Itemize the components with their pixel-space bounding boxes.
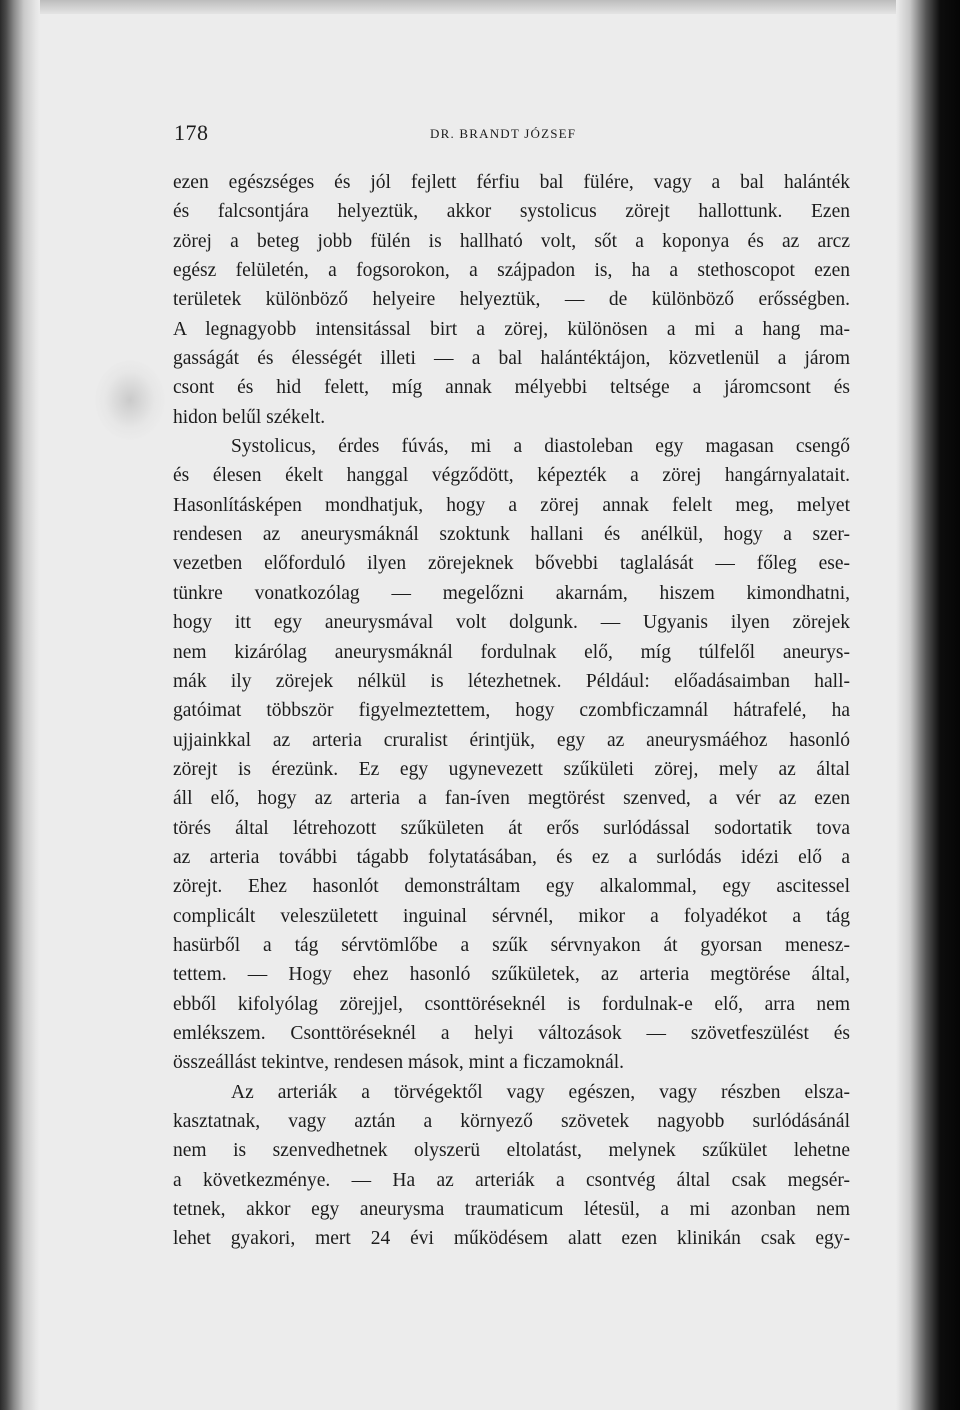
text-line: Az arteriák a törvégektől vagy egészen, vagy részben elsza- [231,1081,850,1103]
text-line: vezetben előforduló ilyen zörejeknek bővebbi taglalását — főleg ese- [173,553,850,575]
text-line: emlékszem. Csonttöréseknél a helyi változások — szövetfeszülést és [173,1022,850,1044]
text-line: zörejt is érezünk. Ez egy ugynevezett szűkületi zörej, mely az által [173,758,850,780]
text-line: hasürből a tág sérvtömlőbe a szűk sérvnyakon át gyorsan menesz- [173,934,850,956]
text-line: zörejt. Ehez hasonlót demonstráltam egy alkalommal, egy ascitessel [173,876,850,898]
text-line: a következménye. — Ha az arteriák a csontvég által csak megsér- [173,1169,850,1191]
text-line: ezen egészséges és jól fejlett férfiu bal fülére, vagy a bal halánték [173,172,850,193]
text-line: lehet gyakori, mert 24 évi működésem alatt ezen klinikán csak egy- [173,1228,850,1250]
text-line: nem is szenvedhetnek olyszerü eltolatást, melynek szűkület lehetne [173,1140,850,1162]
text-line: gasságát és élességét illeti — a bal halántéktájon, közvetlenül a járom [173,348,850,370]
text-line: complicált veleszületett inguinal sérvnél, mikor a folyadékot a tág [173,905,850,927]
text-line: törés által létrehozott szűkületen át erős surlódással sodortatik tova [173,817,850,839]
page-header [170,120,850,150]
paper-stain [95,360,165,440]
page-number: 178 [174,120,209,145]
text-line: tünkre vonatkozólag — megelőzni akarnám, hiszem kimondhatni, [173,582,850,604]
text-line: hogy itt egy aneurysmával volt dolgunk. — Ugyanis ilyen zörejek [173,612,850,634]
text-line: Systolicus, érdes fúvás, mi a diastoleban egy magasan csengő [231,436,850,458]
text-line: mák ily zörejek nélkül is létezhetnek. Például: előadásaimban hall- [173,670,850,692]
text-line: ebből kifolyólag zörejjel, csonttöréseknél is fordulnak-e elő, arra nem [173,993,850,1015]
text-line: tetnek, akkor egy aneurysma traumaticum létesül, a mi azonban nem [173,1199,850,1221]
page-top-shadow [0,0,960,14]
text-line: egész felületén, a fogsorokon, a szájpadon is, ha a stethoscopot ezen [173,260,850,282]
running-head: DR. BRANDT JÓZSEF [430,126,577,141]
text-line: összeállást tekintve, rendesen mások, mint a ficzamoknál. [173,1052,625,1074]
text-line: gatóimat többször figyelmeztettem, hogy czombficzamnál hátrafelé, ha [173,700,850,722]
text-line: kasztatnak, vagy aztán a környező szövetek nagyobb surlódásánál [173,1111,850,1132]
text-line: tettem. — Hogy ehez hasonló szűkületek, az arteria megtörése által, [173,964,850,986]
text-line: hidon belűl székelt. [173,406,326,428]
text-line: ujjainkkal az arteria cruralist érintjük, egy az aneurysmáéhoz hasonló [173,729,850,751]
text-line: zörej a beteg jobb fülén is hallható volt, sőt a koponya és az arcz [173,230,850,252]
text-line: és falcsontjára helyeztük, akkor systolicus zörejt hallottunk. Ezen [173,201,850,223]
text-line: területek különböző helyeire helyeztük, — de különböző erősségben. [173,289,850,311]
text-line: csont és hid felett, míg annak mélyebbi teltsége a járomcsont és [173,377,850,399]
text-line: és élesen ékelt hanggal végződött, képezték a zörej hangárnyalatait. [173,465,850,487]
text-line: az arteria további tágabb folytatásában, és ez a surlódás idézi elő a [173,846,850,868]
text-line: áll elő, hogy az arteria a fan-íven megtörést szenved, a vér az ezen [173,788,850,810]
text-line: A legnagyobb intensitással birt a zörej, különösen a mi a hang ma- [173,318,850,340]
text-line: rendesen az aneurysmáknál szoktunk hallani és anélkül, hogy a szer- [173,524,850,546]
text-line: nem kizárólag aneurysmáknál fordulnak elő, míg túlfelől aneurys- [173,641,850,663]
page-right-shadow [896,0,960,1410]
body-text [173,168,850,1254]
book-binding-edge [0,0,40,1410]
text-line: Hasonlításképen mondhatjuk, hogy a zörej annak felelt meg, melyet [173,494,850,516]
